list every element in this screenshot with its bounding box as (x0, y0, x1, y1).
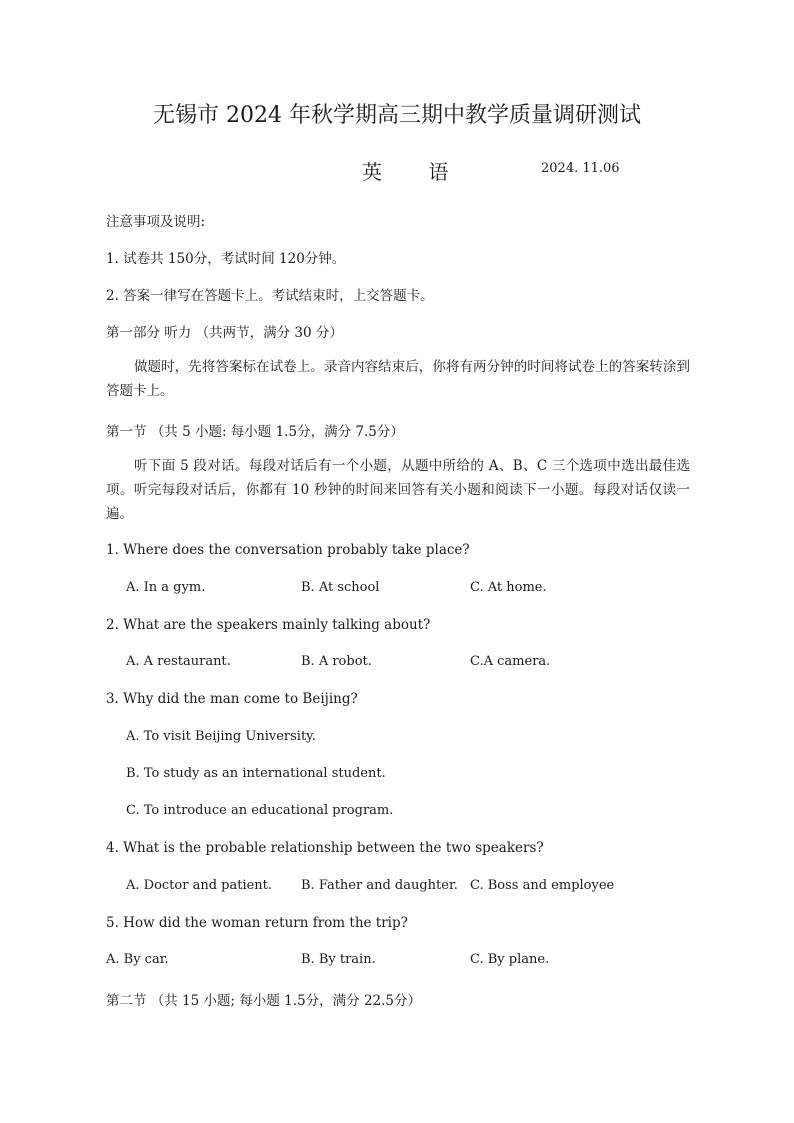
notes-heading: 注意事项及说明: (106, 214, 206, 230)
question-3-option-c: C. To introduce an educational program. (126, 803, 394, 818)
question-1-option-a: A. In a gym. (126, 580, 206, 595)
question-5-option-c: C. By plane. (470, 952, 550, 967)
question-3-stem: 3. Why did the man come to Beijing? (106, 691, 358, 707)
section1-instruction: 听下面 5 段对话。每段对话后有一个小题，从题中所给的 A、B、C 三个选项中选出最佳选项。听完每段对话后，你都有 10 秒钟的时间来回答有关小题和阅读下一小题。每段对话仅读一遍。 (106, 458, 690, 522)
question-5-option-b: B. By train. (301, 952, 376, 967)
part1-instruction: 做题时，先将答案标在试卷上。录音内容结束后，你将有两分钟的时间将试卷上的答案转涂到答题卡上。 (106, 359, 690, 399)
question-5-option-a: A. By car. (106, 952, 169, 967)
question-4-stem: 4. What is the probable relationship between the two speakers? (106, 840, 544, 856)
question-2-option-a: A. A restaurant. (126, 654, 231, 669)
question-5-stem: 5. How did the woman return from the trip? (106, 915, 408, 931)
question-1-option-c: C. At home. (470, 580, 547, 595)
question-2-option-b: B. A robot. (301, 654, 372, 669)
question-1-option-b: B. At school (301, 580, 380, 595)
part1-heading: 第一部分 听力 （共两节，满分 30 分） (106, 325, 343, 341)
question-2-option-c: C.A camera. (470, 654, 551, 669)
question-4-option-a: A. Doctor and patient. (126, 878, 273, 893)
question-4-option-b: B. Father and daughter. (301, 878, 458, 893)
question-3-option-a: A. To visit Beijing University. (126, 729, 316, 744)
question-4-option-c: C. Boss and employee (470, 878, 615, 893)
exam-title: 无锡市 2024 年秋学期高三期中教学质量调研测试 (153, 103, 641, 128)
note-2: 2. 答案一律写在答题卡上。考试结束时，上交答题卡。 (106, 288, 434, 304)
exam-date: 2024. 11.06 (541, 161, 620, 176)
note-1: 1. 试卷共 150分，考试时间 120分钟。 (106, 251, 346, 267)
question-1-stem: 1. Where does the conversation probably take place? (106, 542, 470, 558)
subject-name: 英 语 (362, 160, 469, 184)
section2-heading: 第二节 （共 15 小题; 每小题 1.5分，满分 22.5分） (106, 993, 422, 1009)
question-2-stem: 2. What are the speakers mainly talking about? (106, 617, 431, 633)
section1-heading: 第一节 （共 5 小题: 每小题 1.5分，满分 7.5分） (106, 424, 404, 440)
question-3-option-b: B. To study as an international student. (126, 766, 386, 781)
